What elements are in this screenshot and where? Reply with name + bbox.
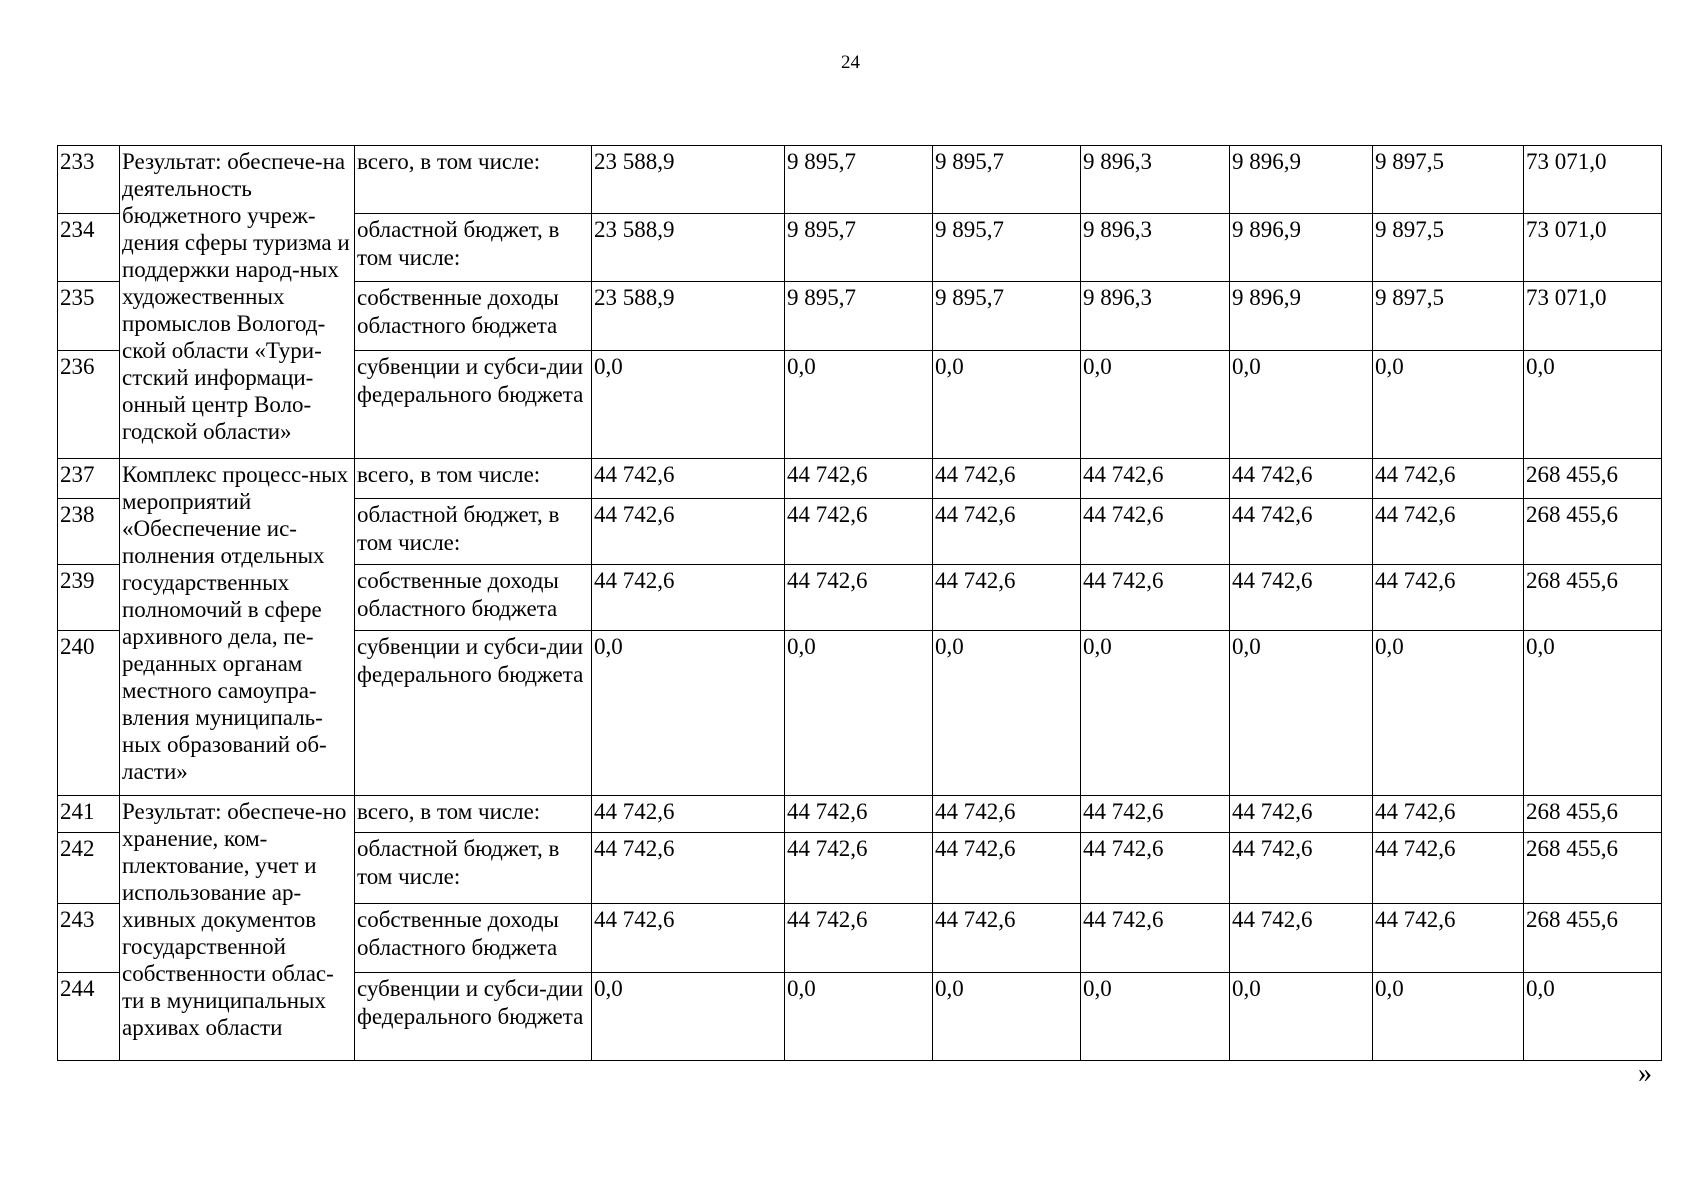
value-cell: 0,0 [1524, 973, 1662, 1061]
value-cell: 0,0 [785, 973, 933, 1061]
funding-source: областной бюджет, в том числе: [355, 499, 592, 565]
value-cell: 44 742,6 [785, 565, 933, 631]
row-number: 244 [58, 973, 120, 1061]
value-cell: 0,0 [1081, 631, 1230, 796]
value-cell: 9 896,9 [1230, 282, 1373, 351]
value-cell: 0,0 [785, 631, 933, 796]
value-cell: 44 742,6 [1230, 833, 1373, 904]
value-cell: 0,0 [592, 631, 785, 796]
value-cell: 44 742,6 [785, 796, 933, 833]
table-row [58, 796, 1662, 833]
value-cell: 44 742,6 [1081, 796, 1230, 833]
funding-source: собственные доходы областного бюджета [355, 904, 592, 973]
row-number: 234 [58, 214, 120, 282]
value-cell: 0,0 [1524, 631, 1662, 796]
funding-source: областной бюджет, в том числе: [355, 214, 592, 282]
value-cell: 0,0 [1230, 973, 1373, 1061]
value-cell: 0,0 [1081, 351, 1230, 459]
value-cell: 0,0 [785, 351, 933, 459]
value-cell: 0,0 [1230, 351, 1373, 459]
value-cell: 44 742,6 [1373, 499, 1524, 565]
funding-source: субвенции и субси-дии федерального бюджета [355, 973, 592, 1061]
value-cell: 268 455,6 [1524, 904, 1662, 973]
value-cell: 0,0 [1373, 351, 1524, 459]
budget-table [57, 145, 1662, 1061]
measure-description: Результат: обеспече-на деятельность бюджетного учреж-дения сферы туризма и поддержки народ-ных художественных промыслов Вологод-ской области «Тури-стский информаци-онный центр Воло-годской области» [120, 146, 355, 459]
value-cell: 44 742,6 [1373, 565, 1524, 631]
row-number: 240 [58, 631, 120, 796]
value-cell: 0,0 [592, 351, 785, 459]
value-cell: 9 895,7 [785, 282, 933, 351]
value-cell: 9 895,7 [785, 214, 933, 282]
value-cell: 23 588,9 [592, 282, 785, 351]
table-row [58, 459, 1662, 499]
value-cell: 73 071,0 [1524, 282, 1662, 351]
value-cell: 23 588,9 [592, 146, 785, 214]
value-cell: 0,0 [1373, 631, 1524, 796]
value-cell: 44 742,6 [785, 904, 933, 973]
row-number: 237 [58, 459, 120, 499]
value-cell: 9 895,7 [785, 146, 933, 214]
funding-source: всего, в том числе: [355, 459, 592, 499]
row-number: 235 [58, 282, 120, 351]
closing-quote-mark: » [1638, 1058, 1652, 1089]
value-cell: 44 742,6 [592, 904, 785, 973]
value-cell: 9 895,7 [933, 146, 1081, 214]
value-cell: 44 742,6 [1081, 904, 1230, 973]
value-cell: 44 742,6 [592, 459, 785, 499]
value-cell: 44 742,6 [592, 499, 785, 565]
value-cell: 44 742,6 [933, 833, 1081, 904]
value-cell: 268 455,6 [1524, 796, 1662, 833]
funding-source: собственные доходы областного бюджета [355, 565, 592, 631]
value-cell: 0,0 [933, 973, 1081, 1061]
value-cell: 44 742,6 [1373, 904, 1524, 973]
value-cell: 44 742,6 [1230, 904, 1373, 973]
value-cell: 0,0 [933, 631, 1081, 796]
value-cell: 44 742,6 [592, 796, 785, 833]
value-cell: 0,0 [592, 973, 785, 1061]
value-cell: 9 896,3 [1081, 282, 1230, 351]
value-cell: 44 742,6 [1230, 499, 1373, 565]
table-row [58, 146, 1662, 214]
funding-source: субвенции и субси-дии федерального бюджета [355, 351, 592, 459]
value-cell: 44 742,6 [785, 459, 933, 499]
value-cell: 44 742,6 [785, 833, 933, 904]
value-cell: 0,0 [1230, 631, 1373, 796]
value-cell: 44 742,6 [933, 459, 1081, 499]
funding-source: всего, в том числе: [355, 146, 592, 214]
value-cell: 44 742,6 [1373, 833, 1524, 904]
row-number: 236 [58, 351, 120, 459]
value-cell: 44 742,6 [1373, 459, 1524, 499]
row-number: 238 [58, 499, 120, 565]
value-cell: 9 897,5 [1373, 146, 1524, 214]
value-cell: 9 896,9 [1230, 214, 1373, 282]
funding-source: областной бюджет, в том числе: [355, 833, 592, 904]
value-cell: 23 588,9 [592, 214, 785, 282]
value-cell: 0,0 [933, 351, 1081, 459]
value-cell: 44 742,6 [933, 565, 1081, 631]
value-cell: 73 071,0 [1524, 214, 1662, 282]
value-cell: 44 742,6 [1081, 459, 1230, 499]
row-number: 233 [58, 146, 120, 214]
measure-description: Результат: обеспече-но хранение, ком-плектование, учет и использование ар-хивных документов государственной собственности облас-ти в муниципальных архивах области [120, 796, 355, 1061]
measure-description: Комплекс процесс-ных мероприятий «Обеспечение ис-полнения отдельных государственных полномочий в сфере архивного дела, пе-реданных органам местного самоупра-вления муниципаль-ных образований об-ласти» [120, 459, 355, 796]
value-cell: 44 742,6 [1230, 796, 1373, 833]
value-cell: 0,0 [1524, 351, 1662, 459]
row-number: 241 [58, 796, 120, 833]
value-cell: 9 895,7 [933, 282, 1081, 351]
value-cell: 0,0 [1373, 973, 1524, 1061]
value-cell: 9 896,9 [1230, 146, 1373, 214]
row-number: 242 [58, 833, 120, 904]
funding-source: субвенции и субси-дии федерального бюджета [355, 631, 592, 796]
value-cell: 9 896,3 [1081, 146, 1230, 214]
value-cell: 268 455,6 [1524, 565, 1662, 631]
value-cell: 44 742,6 [1230, 459, 1373, 499]
row-number: 239 [58, 565, 120, 631]
value-cell: 9 896,3 [1081, 214, 1230, 282]
value-cell: 44 742,6 [1230, 565, 1373, 631]
value-cell: 44 742,6 [592, 833, 785, 904]
value-cell: 44 742,6 [933, 499, 1081, 565]
value-cell: 0,0 [1081, 973, 1230, 1061]
value-cell: 44 742,6 [1081, 565, 1230, 631]
value-cell: 44 742,6 [1081, 499, 1230, 565]
value-cell: 9 897,5 [1373, 214, 1524, 282]
value-cell: 44 742,6 [1373, 796, 1524, 833]
value-cell: 44 742,6 [1081, 833, 1230, 904]
value-cell: 268 455,6 [1524, 499, 1662, 565]
value-cell: 73 071,0 [1524, 146, 1662, 214]
value-cell: 9 895,7 [933, 214, 1081, 282]
funding-source: всего, в том числе: [355, 796, 592, 833]
page-number: 24 [841, 52, 860, 73]
row-number: 243 [58, 904, 120, 973]
value-cell: 268 455,6 [1524, 833, 1662, 904]
value-cell: 44 742,6 [933, 796, 1081, 833]
funding-source: собственные доходы областного бюджета [355, 282, 592, 351]
value-cell: 44 742,6 [933, 904, 1081, 973]
value-cell: 44 742,6 [785, 499, 933, 565]
value-cell: 44 742,6 [592, 565, 785, 631]
value-cell: 9 897,5 [1373, 282, 1524, 351]
value-cell: 268 455,6 [1524, 459, 1662, 499]
